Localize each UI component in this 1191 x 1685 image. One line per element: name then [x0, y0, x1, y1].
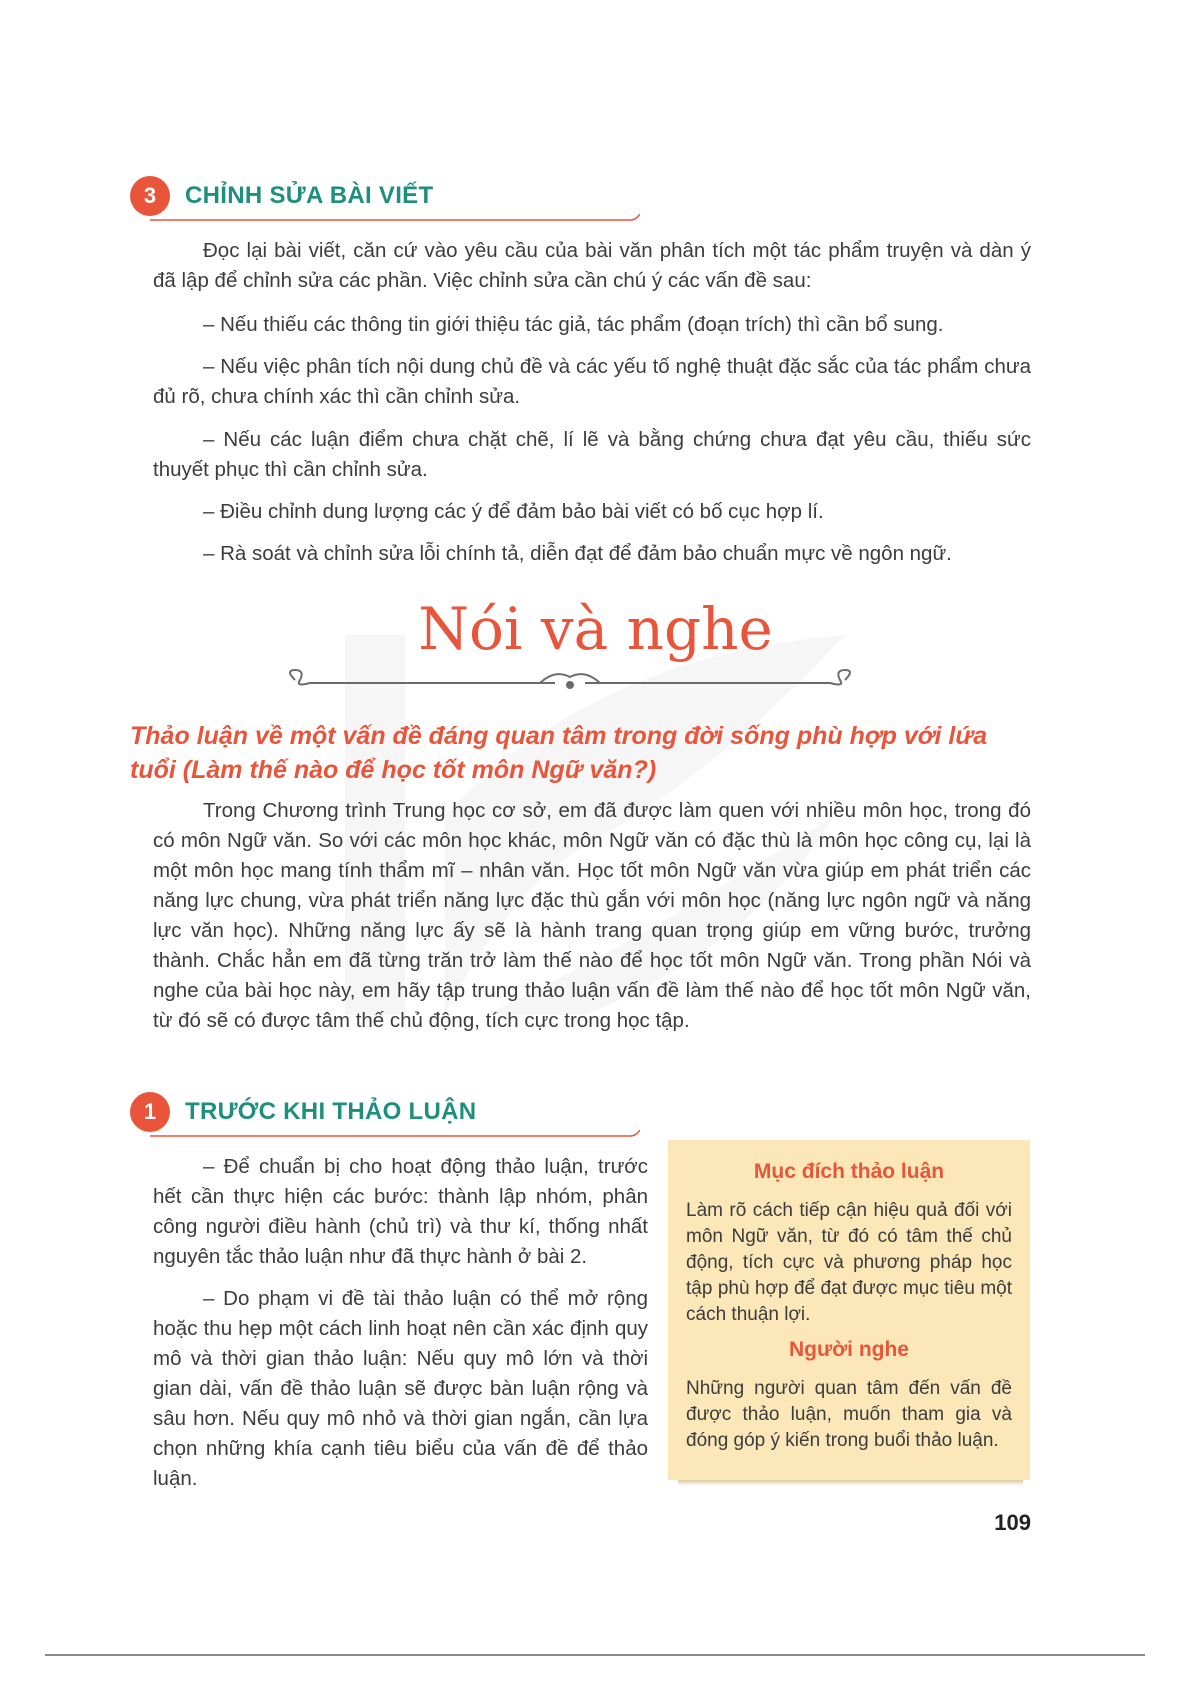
section-1-bullet-2: – Do phạm vi đề tài thảo luận có thể mở rộng hoặc thu hẹp một cách linh hoạt nên cần xác định quy mô và thời gian thảo luận: Nếu quy mô lớn và thời gian dài, vấn đề thảo luận sẽ được bàn luận rộng và sâu hơn. Nếu quy mô nhỏ và thời gian ngắn, cần lựa chọn những khía cạnh tiêu biểu của vấn đề để thảo luận.: [153, 1287, 648, 1490]
heading-underline: [150, 214, 640, 222]
section-3-bullet-3: – Nếu các luận điểm chưa chặt chẽ, lí lẽ và bằng chứng chưa đạt yêu cầu, thiếu sức thuyết phục thì cần chỉnh sửa.: [153, 428, 1031, 481]
listener-text: Những người quan tâm đến vấn đề được thảo luận, muốn tham gia và đóng góp ý kiến trong buổi thảo luận.: [686, 1378, 1012, 1451]
info-box-shadow: [678, 1480, 1023, 1486]
section-number-badge: 1: [130, 1092, 170, 1132]
purpose-heading: Mục đích thảo luận: [753, 1160, 945, 1183]
section-3-bullet-1: – Nếu thiếu các thông tin giới thiệu tác giả, tác phẩm (đoạn trích) thì cần bổ sung.: [203, 313, 944, 336]
section-number-badge: 3: [130, 176, 170, 216]
purpose-text: Làm rõ cách tiếp cận hiệu quả đối với môn Ngữ văn, từ đó có tâm thế chủ động, tích cực và phương pháp học tập phù hợp để đạt được mục tiêu một cách thuận lợi.: [686, 1200, 1012, 1325]
section-title: TRƯỚC KHI THẢO LUẬN: [185, 1098, 477, 1125]
section-3-intro: Đọc lại bài viết, căn cứ vào yêu cầu của bài văn phân tích một tác phẩm truyện và dàn ý đã lập để chỉnh sửa các phần. Việc chỉnh sửa cần chú ý các vấn đề sau:: [153, 239, 1031, 292]
footer-rule: [45, 1654, 1145, 1656]
section-title: CHỈNH SỬA BÀI VIẾT: [185, 182, 434, 209]
section-3-bullet-5: – Rà soát và chỉnh sửa lỗi chính tả, diễn đạt để đảm bảo chuẩn mực về ngôn ngữ.: [203, 542, 952, 565]
discussion-topic-heading: [130, 719, 1030, 787]
page-number: 109: [994, 1510, 1031, 1535]
speaking-listening-title: Nói và nghe: [418, 595, 773, 663]
topic-question-text: (Làm thế nào để học tốt môn Ngữ văn?): [182, 756, 657, 784]
listener-heading: Người nghe: [789, 1338, 909, 1361]
speaking-intro-paragraph: Trong Chương trình Trung học cơ sở, em đã được làm quen với nhiều môn học, trong đó có môn Ngữ văn. So với các môn học khác, môn Ngữ văn có đặc thù là môn học công cụ, lại là một môn học mang tính thẩm mĩ – nhân văn. Học tốt môn Ngữ văn vừa giúp em phát triển các năng lực chung, vừa phát triển năng lực đặc thù gắn với môn học (năng lực ngôn ngữ và năng lực văn học). Những năng lực ấy sẽ là hành trang quan trọng giúp em vững bước, trưởng thành. Chắc hẳn em đã từng trăn trở làm thế nào để học tốt môn Ngữ văn. Trong phần Nói và nghe của bài học này, em hãy tập trung thảo luận vấn đề làm thế nào để học tốt môn Ngữ văn, từ đó sẽ có được tâm thế chủ động, tích cực trong học tập.: [153, 799, 1031, 1032]
discussion-info-box: [668, 1140, 1030, 1480]
section-3-bullet-2: – Nếu việc phân tích nội dung chủ đề và các yếu tố nghệ thuật đặc sắc của tác phẩm chưa đủ rõ, chưa chính xác thì cần chỉnh sửa.: [153, 355, 1031, 408]
section-3-bullet-4: – Điều chỉnh dung lượng các ý để đảm bảo bài viết có bố cục hợp lí.: [203, 500, 824, 523]
topic-main-text: Thảo luận về một vấn đề đáng quan tâm trong đời sống phù hợp với lứa tuổi: [130, 722, 988, 784]
heading-underline: [150, 1130, 640, 1138]
title-ornament-divider: [275, 665, 865, 695]
section-1-bullet-1: – Để chuẩn bị cho hoạt động thảo luận, trước hết cần thực hiện các bước: thành lập nhóm, phân công người điều hành (chủ trì) và thư kí, thống nhất nguyên tắc thảo luận như đã thực hành ở bài 2.: [153, 1155, 648, 1268]
